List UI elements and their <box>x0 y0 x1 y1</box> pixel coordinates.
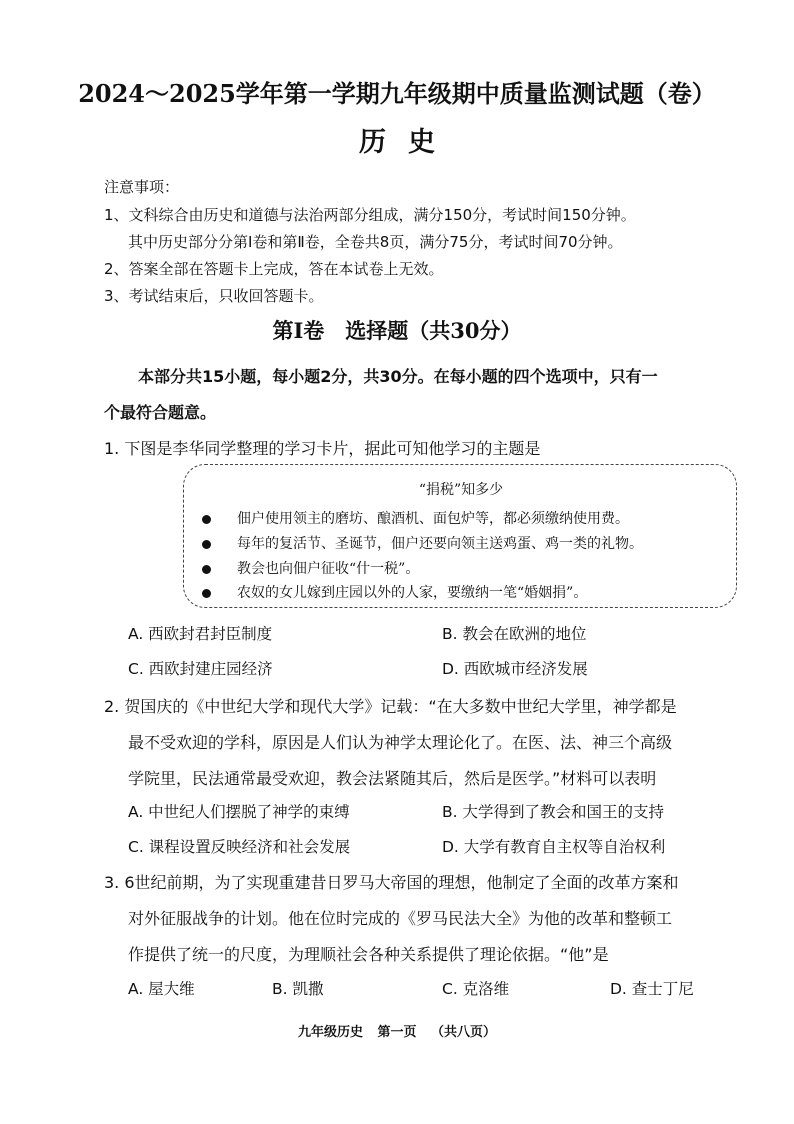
question-3-option-c: C. 克洛维 <box>442 980 510 998</box>
question-1-stem: 1. 下图是李华同学整理的学习卡片，据此可知他学习的主题是 <box>104 439 541 458</box>
section-title: 第Ⅰ卷 选择题（共30分） <box>272 318 522 343</box>
question-3-option-d: D. 查士丁尼 <box>610 980 694 998</box>
question-3-stem: 对外征服战争的计划。他在位时完成的《罗马民法大全》为他的改革和整顿工 <box>128 909 673 928</box>
question-2-stem: 2. 贺国庆的《中世纪大学和现代大学》记载：“在大多数中世纪大学里，神学都是 <box>104 697 677 716</box>
question-2-option-d: D. 大学有教育自主权等自治权利 <box>442 838 666 856</box>
question-2-stem: 学院里，民法通常最受欢迎，教会法紧随其后，然后是医学。”材料可以表明 <box>128 769 657 788</box>
bullet-dot-icon <box>202 540 211 549</box>
section-intro-line: 个最符合题意。 <box>104 403 217 422</box>
question-2-option-b: B. 大学得到了教会和国王的支持 <box>442 803 664 821</box>
question-2-stem: 最不受欢迎的学科，原因是人们认为神学太理论化了。在医、法、神三个高级 <box>128 733 673 752</box>
bullet-dot-icon <box>202 565 211 574</box>
notice-item: 其中历史部分分第Ⅰ卷和第Ⅱ卷，全卷共8页，满分75分，考试时间70分钟。 <box>128 233 623 251</box>
notice-item: 2、答案全部在答题卡上完成，答在本试卷上无效。 <box>104 260 444 278</box>
footer-page: 第一页 <box>377 1025 417 1040</box>
question-1-option-c: C. 西欧封建庄园经济 <box>128 660 273 678</box>
card-bullet: 教会也向佃户征收“什一税”。 <box>202 558 419 578</box>
section-intro-line: 本部分共15小题，每小题2分，共30分。在每小题的四个选项中，只有一 <box>138 367 658 386</box>
question-1-option-b: B. 教会在欧洲的地位 <box>442 625 587 643</box>
page-footer <box>0 1021 794 1040</box>
notice-heading: 注意事项： <box>104 178 180 196</box>
card-bullet: 农奴的女儿嫁到庄园以外的人家，要缴纳一笔“婚姻捐”。 <box>202 582 587 602</box>
footer-total: （共八页） <box>431 1025 497 1040</box>
question-2-option-a: A. 中世纪人们摆脱了神学的束缚 <box>128 803 350 821</box>
question-1-option-d: D. 西欧城市经济发展 <box>442 660 588 678</box>
bullet-dot-icon <box>202 589 211 598</box>
question-3-option-b: B. 凯撒 <box>272 980 324 998</box>
notice-item: 3、考试结束后，只收回答题卡。 <box>104 287 324 305</box>
study-card <box>183 464 737 608</box>
question-3-stem: 作提供了统一的尺度，为理顺社会各种关系提供了理论依据。“他”是 <box>128 945 609 964</box>
bullet-dot-icon <box>202 515 211 524</box>
card-bullet: 佃户使用领主的磨坊、酿酒机、面包炉等，都必须缴纳使用费。 <box>202 508 629 528</box>
footer-grade: 九年级历史 <box>297 1025 363 1040</box>
question-3-stem: 3. 6世纪前期，为了实现重建昔日罗马大帝国的理想，他制定了全面的改革方案和 <box>104 873 679 892</box>
notice-item: 1、文科综合由历史和道德与法治两部分组成，满分150分，考试时间150分钟。 <box>104 206 636 224</box>
question-2-option-c: C. 课程设置反映经济和社会发展 <box>128 838 351 856</box>
subject-title: 历史 <box>359 127 457 158</box>
card-title: “捐税”知多少 <box>418 482 504 498</box>
question-3-option-a: A. 屋大维 <box>128 980 195 998</box>
question-1-option-a: A. 西欧封君封臣制度 <box>128 625 273 643</box>
exam-title: 2024～2025学年第一学期九年级期中质量监测试题（卷） <box>78 79 716 108</box>
card-bullet: 每年的复活节、圣诞节，佃户还要向领主送鸡蛋、鸡一类的礼物。 <box>202 533 643 553</box>
